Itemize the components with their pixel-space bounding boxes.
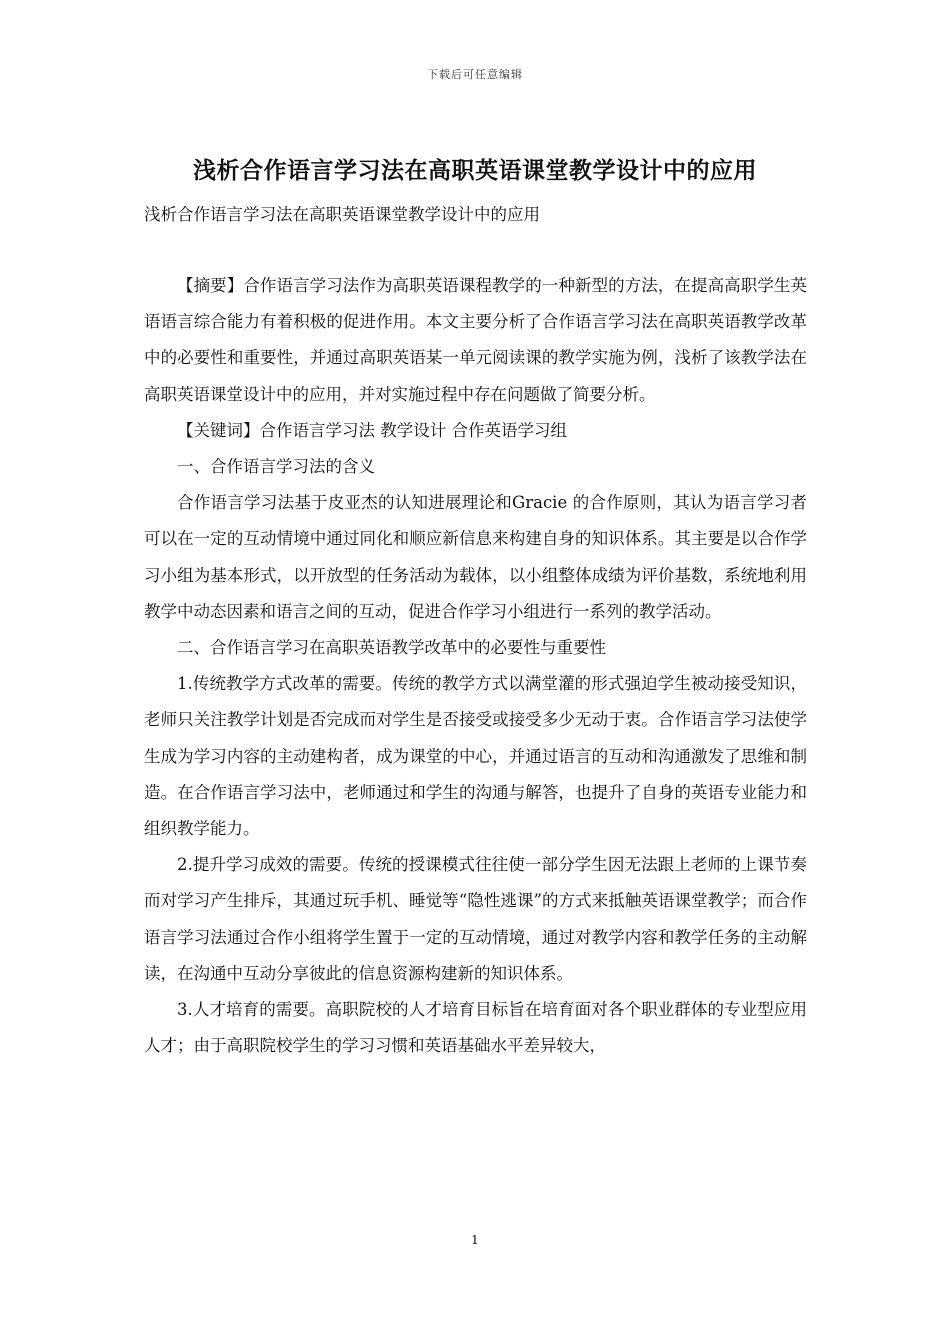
section-heading-2: 二、合作语言学习在高职英语教学改革中的必要性与重要性 xyxy=(177,638,606,658)
body-paragraph: 3.人才培育的需要。高职院校的人才培育目标旨在培育面对各个职业群体的专业型应用人才；由于高职院校学生的学习习惯和英语基础水平差异较大， xyxy=(144,1000,807,1056)
body-paragraph: 1.传统教学方式改革的需要。传统的教学方式以满堂灌的形式强迫学生被动接受知识，老师只关注教学计划是否完成而对学生是否接受或接受多少无动于衷。合作语言学习法使学生成为学习内容的主动建构者，成为课堂的中心，并通过语言的互动和沟通激发了思维和制造。在合作语言学习法中，老师通过和学生的沟通与解答，也提升了自身的英语专业能力和组织教学能力。 xyxy=(144,674,807,839)
section-heading-1: 一、合作语言学习法的含义 xyxy=(177,457,375,477)
document-subtitle: 浅析合作语言学习法在高职英语课堂教学设计中的应用 xyxy=(144,205,540,224)
abstract-paragraph: 【摘要】合作语言学习法作为高职英语课程教学的一种新型的方法，在提高高职学生英语语言综合能力有着积极的促进作用。本文主要分析了合作语言学习法在高职英语教学改革中的必要性和重要性，并通过高职英语某一单元阅读课的教学实施为例，浅析了该教学法在高职英语课堂设计中的应用，并对实施过程中存在问题做了简要分析。 xyxy=(144,276,807,404)
keywords-paragraph: 【关键词】合作语言学习法 教学设计 合作英语学习组 xyxy=(177,420,567,440)
document-title: 浅析合作语言学习法在高职英语课堂教学设计中的应用 xyxy=(193,158,757,184)
header-note: 下载后可任意编辑 xyxy=(427,68,523,81)
body-paragraph: 合作语言学习法基于皮亚杰的认知进展理论和Gracie 的合作原则，其认为语言学习者可以在一定的互动情境中通过同化和顺应新信息来构建自身的知识体系。其主要是以合作学习小组为基本形式，以开放型的任务活动为载体，以小组整体成绩为评价基数，系统地利用教学中动态因素和语言之间的互动，促进合作学习小组进行一系列的教学活动。 xyxy=(144,493,807,621)
body-paragraph: 2.提升学习成效的需要。传统的授课模式往往使一部分学生因无法跟上老师的上课节奏而对学习产生排斥，其通过玩手机、睡觉等“隐性逃课”的方式来抵触英语课堂教学；而合作语言学习法通过合作小组将学生置于一定的互动情境，通过对教学内容和教学任务的主动解读，在沟通中互动分享彼此的信息资源构建新的知识体系。 xyxy=(144,855,807,983)
document-body xyxy=(144,268,807,1064)
page-number: 1 xyxy=(471,1233,479,1247)
